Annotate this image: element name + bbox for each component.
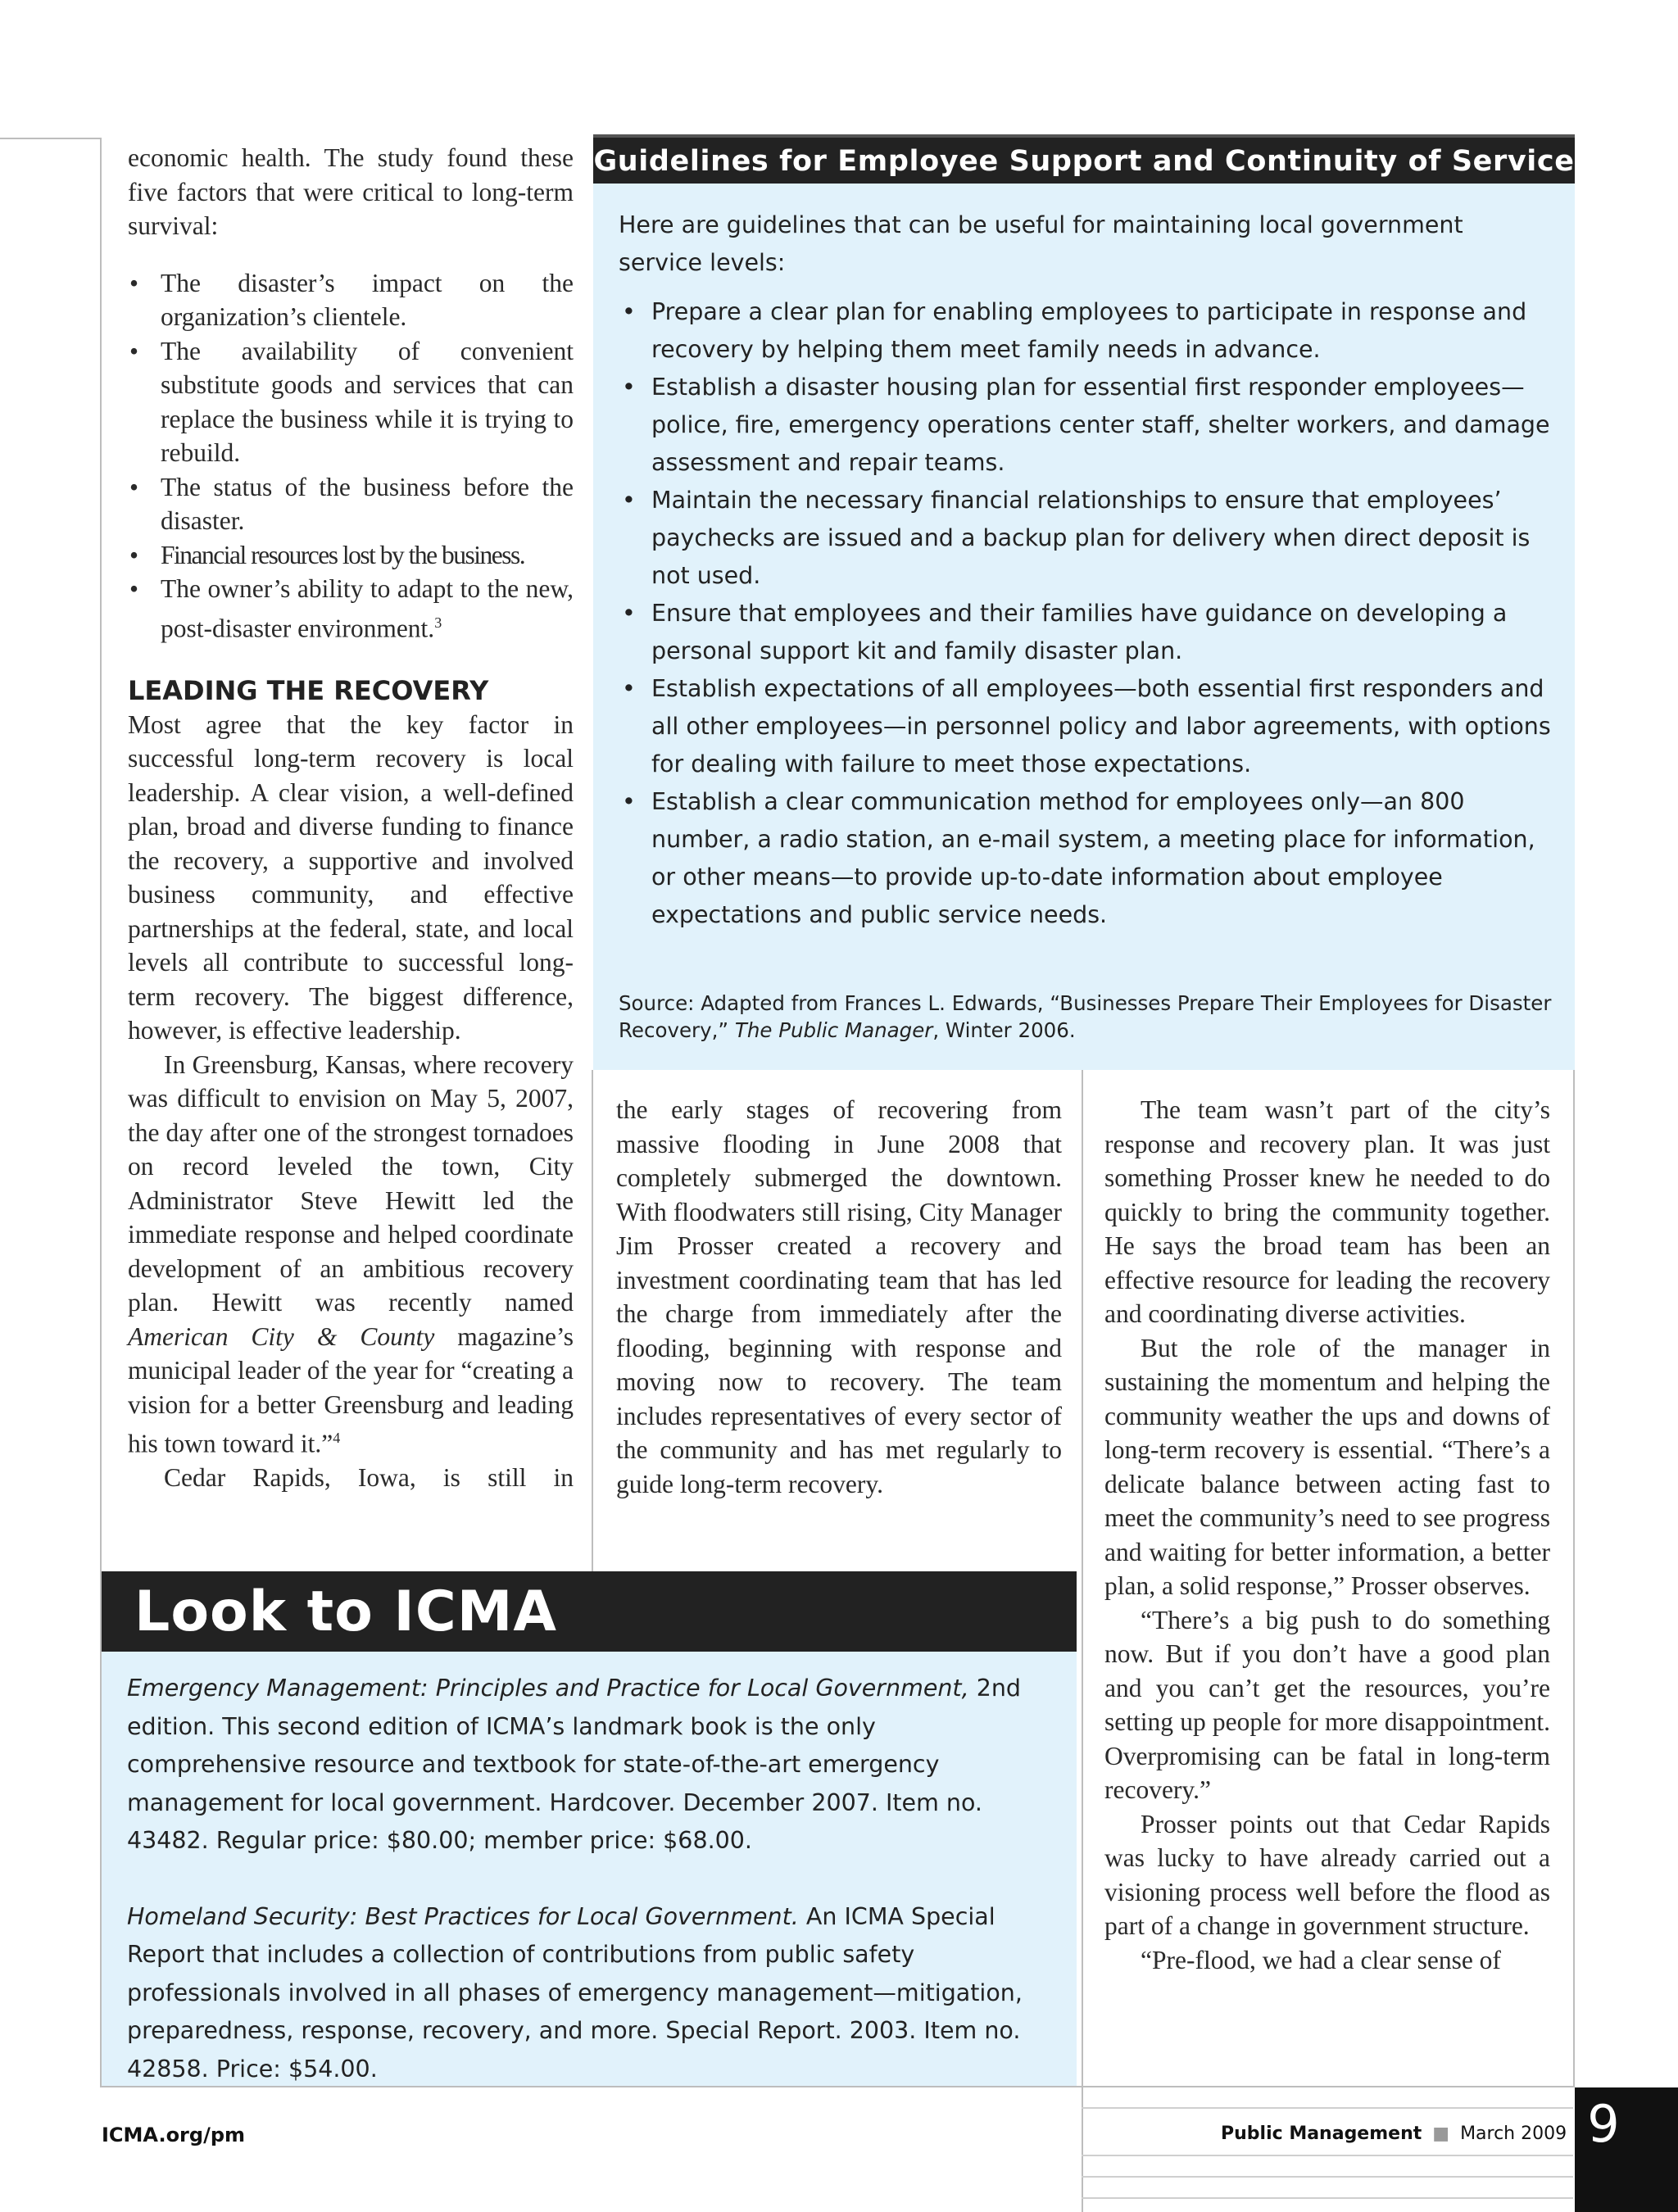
list-item: • Establish expectations of all employees—both essential first responders and all other employees—in personnel policy and labor agreements, with options for dealing with failure to meet those expectations. [619,670,1553,783]
issue-date: March 2009 [1460,2124,1567,2144]
paragraph: Most agree that the key factor in successful long-term recovery is local leadership. A clear vision, a well-defined plan, broad and diverse funding to finance the recovery, a supportive and involved business community, and effective partnerships at the federal, state, and local levels all contribute to successful long-term recovery. The biggest difference, however, is effective leadership. [128,709,574,1045]
paragraph: the early stages of recovering from massive flooding in June 2008 that completely submerged the downtown. With floodwaters still rising, City Manager Jim Prosser created a recovery and investment coordinating team that has led the charge from immediately after the flooding, beginning with response and moving now to recovery. The team includes representatives of every sector of the community and has met regularly to guide long-term recovery. [616,1095,1062,1498]
paragraph: “There’s a big push to do something now. But if you don’t have a good plan and you can’t get the resources, you’re setting up people for more disappointment. Overpromising can be fatal in long-term recovery.” [1104,1605,1550,1804]
survival-factors-list [128,266,574,646]
footnote-ref: 4 [333,1430,341,1446]
footer-publication-info [1221,2124,1567,2144]
guidelines-body [619,206,1553,934]
book-entry [127,1670,1053,1861]
book-description: An ICMA Special Report that includes a collection of contributions from public safety professionals involved in all phases of emergency management—mitigation, preparedness, response, recovery, and more. Special Report. 2003. Item no. 42858. Price: $54.00. [127,1902,1023,2083]
separator-square-icon: ■ [1432,2124,1450,2144]
footnote-ref: 3 [434,614,442,631]
magazine-title: American City & County [128,1321,435,1351]
book-title: Homeland Security: Best Practices for Local Government. [127,1902,799,1930]
list-item: • Establish a disaster housing plan for essential first responder employees—police, fire, emergency operations center staff, shelter workers, and damage assessment and repair teams. [619,369,1553,482]
paragraph-text: magazine’s municipal leader of the year for “creating a vision for a better Greensburg and leading his town toward it.” [128,1321,574,1458]
publication-name: Public Management [1221,2124,1422,2144]
footer-website: ICMA.org/pm [102,2124,246,2146]
source-text: , Winter 2006. [932,1018,1076,1042]
intro-paragraph: economic health. The study found these five factors that were critical to long-term survival: [128,143,574,240]
look-to-icma-body [127,1670,1053,2088]
book-title: Emergency Management: Principles and Practice for Local Government, [127,1675,969,1702]
footer-rule-1 [1082,2107,1573,2109]
page-number: 9 [1587,2094,1620,2154]
paragraph-text: In Greensburg, Kansas, where recovery was difficult to envision on May 5, 2007, the day after one of the strongest tornadoes on record leveled the town, City Administrator Steve Hewitt led the immediate response and helped coordinate development of an ambitious recovery plan. Hewitt was recently named [128,1049,574,1317]
section-heading: LEADING THE RECOVERY [128,674,489,706]
footer-rule-4 [1082,2197,1573,2199]
factor-text: The owner’s ability to adapt to the new, post-disaster environment. [161,574,574,642]
source-publication: The Public Manager [734,1018,933,1042]
paragraph: Cedar Rapids, Iowa, is still in [164,1463,574,1492]
right-column [1104,1093,1550,1977]
list-item: • Maintain the necessary financial relationships to ensure that employees’ paychecks are issued and a backup plan for delivery when direct deposit is not used. [619,482,1553,595]
list-item [128,538,574,573]
left-margin-rule [0,138,102,139]
paragraph [128,1048,574,1462]
list-item: • The status of the business before the disaster. [128,470,574,538]
guidelines-source [619,990,1553,1044]
list-item: • Ensure that employees and their families have guidance on developing a personal support kit and family disaster plan. [619,595,1553,670]
guidelines-list [619,293,1553,934]
book-entry [127,1898,1053,2089]
footer-rule-3 [1082,2176,1573,2178]
source-text: Source: Adapted from Frances L. Edwards, “Businesses Prepare Their Employees for Disaster Recovery,” [619,991,1552,1042]
list-item [128,572,574,646]
middle-column [616,1093,1062,1501]
paragraph: Prosser points out that Cedar Rapids was lucky to have already carried out a visioning process well before the flood as part of a change in government structure. [1104,1809,1550,1940]
list-item: • Establish a clear communication method for employees only—an 800 number, a radio station, an e-mail system, a meeting place for information, or other means—to provide up-to-date information about employee expectations and public service needs. [619,783,1553,934]
middle-column-rule [592,1070,593,1571]
list-item: • The disaster’s impact on the organization’s clientele. [128,266,574,334]
factor-text: Financial resources lost by the business. [161,540,525,569]
guidelines-intro: Here are guidelines that can be useful for maintaining local government service levels: [619,211,1463,276]
list-item: • The availability of convenient substitute goods and services that can replace the business while it is trying to rebuild. [128,334,574,470]
book-description: 2nd edition. This second edition of ICMA’s landmark book is the only comprehensive resource and textbook for state-of-the-art emergency management for local government. Hardcover. December 2007. Item no. 43482. Regular price: $80.00; member price: $68.00. [127,1675,1022,1854]
paragraph: But the role of the manager in sustaining the momentum and helping the community weather the ups and downs of long-term recovery is essential. “There’s a delicate balance between acting fast to meet the community’s need to see progress and waiting for better information, a better plan, a solid response,” Prosser observes. [1104,1333,1550,1600]
left-column [128,141,574,1495]
paragraph: “Pre-flood, we had a clear sense of [1141,1945,1501,1974]
right-column-rule [1082,1070,1083,2212]
paragraph: The team wasn’t part of the city’s response and recovery plan. It was just something Prosser knew he needed to do quickly to bring the community together. He says the broad team has been an effective resource for leading the recovery and coordinating diverse activities. [1104,1095,1550,1328]
footer-rule-2 [1082,2155,1573,2156]
look-to-icma-title: Look to ICMA [134,1580,558,1644]
guidelines-title: Guidelines for Employee Support and Continuity of Service [593,138,1575,184]
list-item: • Prepare a clear plan for enabling employees to participate in response and recovery by helping them meet family needs in advance. [619,293,1553,369]
